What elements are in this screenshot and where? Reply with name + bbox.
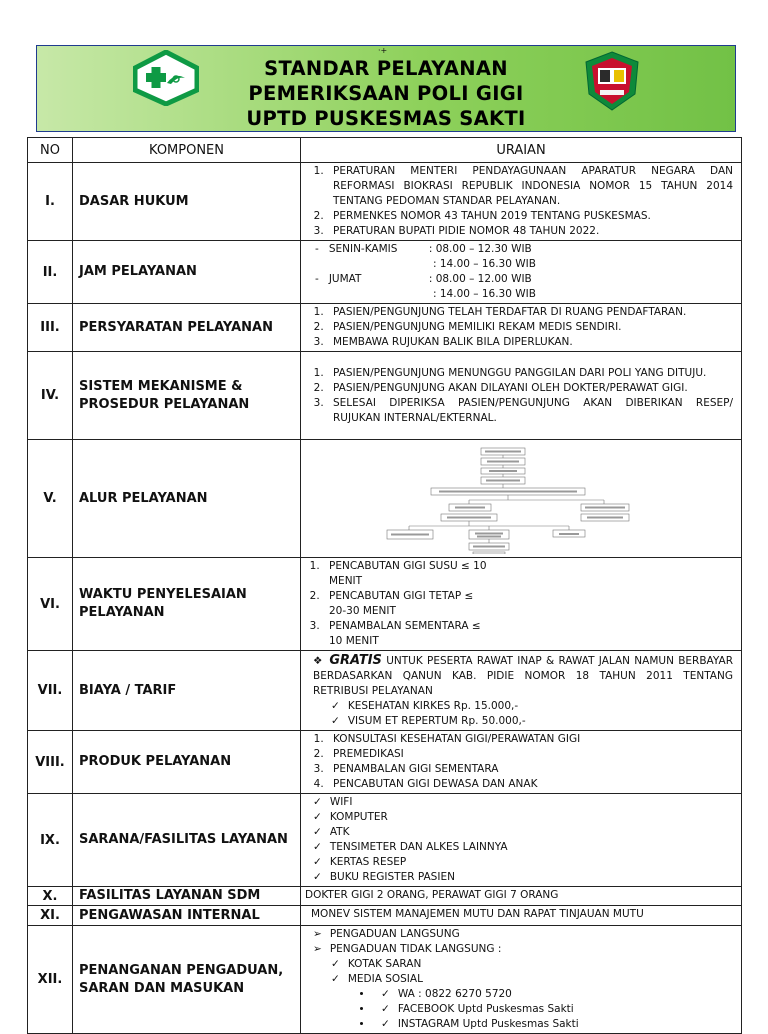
col-header-uraian: URAIAN <box>301 138 742 163</box>
schedule-time: : 14.00 – 16.30 WIB <box>433 288 536 300</box>
list-item: ✓ KESEHATAN KIRKES Rp. 15.000,- <box>327 699 733 714</box>
list-item: ✓ MEDIA SOSIAL ✓ • WA : 0822 6270 5720 ✓ • FACEBOOK Uptd Puskesmas Sakti ✓ • INSTAGRAM Uptd Puskesmas Sakti <box>327 972 733 1032</box>
list-item: 2. PENCABUTAN GIGI TETAP ≤ 20-30 MENIT <box>323 589 733 619</box>
list-item: ✓ WIFI <box>309 795 733 810</box>
row-component: FASILITAS LAYANAN SDM <box>73 887 301 906</box>
list-item: 2. PERMENKES NOMOR 43 TAHUN 2019 TENTANG PUSKESMAS. <box>327 209 733 224</box>
list-item: ✓ ATK <box>309 825 733 840</box>
row-number: I. <box>28 163 73 241</box>
list-item: ✓ KOMPUTER <box>309 810 733 825</box>
row-component: PENANGANAN PENGADUAN, SARAN DAN MASUKAN <box>73 926 301 1034</box>
table-row <box>28 887 742 906</box>
row-component: PRODUK PELAYANAN <box>73 731 301 794</box>
row-description <box>301 163 742 241</box>
table-row <box>28 794 742 887</box>
list-item: 3. SELESAI DIPERIKSA PASIEN/PENGUNJUNG AKAN DIBERIKAN RESEP/ RUJUKAN INTERNAL/EKTERNAL. <box>327 396 733 426</box>
header-mark: ·+ <box>378 46 388 55</box>
list-item: ❖ GRATIS UNTUK PESERTA RAWAT INAP & RAWAT JALAN NAMUN BERBAYAR BERDASARKAN QANUN KAB. PIDIE NOMOR 18 TAHUN 2011 TENTANG RETRIBUSI PELAYANAN ✓ KESEHATAN KIRKES Rp. 15.000,- ✓ VISUM ET REPERTUM Rp. 50.000,- <box>309 653 733 729</box>
row-description <box>301 440 742 558</box>
table-row <box>28 926 742 1034</box>
table-header-row <box>28 138 742 163</box>
row-number: IV. <box>28 352 73 440</box>
title-line-3: UPTD PUSKESMAS SAKTI <box>246 107 526 130</box>
service-flowchart-diagram <box>369 444 669 554</box>
row-component: PERSYARATAN PELAYANAN <box>73 304 301 352</box>
row-description: MONEV SISTEM MANAJEMEN MUTU DAN RAPAT TINJAUAN MUTU <box>301 906 742 926</box>
row-number: XI. <box>28 906 73 926</box>
list-item: ➢ PENGADUAN TIDAK LANGSUNG : ✓ KOTAK SARAN ✓ MEDIA SOSIAL ✓ • WA : 0822 6270 5720 ✓ • FACEBOOK Uptd Puskesmas Sakti ✓ • INSTAGRAM Uptd Puskesmas Sakti <box>309 942 733 1032</box>
table-row <box>28 651 742 731</box>
list-item: ✓ BUKU REGISTER PASIEN <box>309 870 733 885</box>
row-number: III. <box>28 304 73 352</box>
schedule-line <box>315 287 733 302</box>
list-item: 1. PASIEN/PENGUNJUNG TELAH TERDAFTAR DI RUANG PENDAFTARAN. <box>327 305 733 320</box>
row-description <box>301 651 742 731</box>
list-item: 1. PERATURAN MENTERI PENDAYAGUNAAN APARATUR NEGARA DAN REFORMASI BIOKRASI REPUBLIK INDONESIA NOMOR 15 TAHUN 2014 TENTANG PEDOMAN STANDAR PELAYANAN. <box>327 164 733 209</box>
row-number: VII. <box>28 651 73 731</box>
list-item: 2. PASIEN/PENGUNJUNG MEMILIKI REKAM MEDIS SENDIRI. <box>327 320 733 335</box>
table-row <box>28 906 742 926</box>
row-number: XII. <box>28 926 73 1034</box>
list-item: ✓ KOTAK SARAN <box>327 957 733 972</box>
row-description <box>301 352 742 440</box>
list-item: 1. PENCABUTAN GIGI SUSU ≤ 10 MENIT <box>323 559 733 589</box>
row-component: DASAR HUKUM <box>73 163 301 241</box>
list-item: 4. PENCABUTAN GIGI DEWASA DAN ANAK <box>327 777 733 792</box>
list-item: 2. PREMEDIKASI <box>327 747 733 762</box>
list-item: 1. PASIEN/PENGUNJUNG MENUNGGU PANGGILAN DARI POLI YANG DITUJU. <box>327 366 733 381</box>
row-number: V. <box>28 440 73 558</box>
row-description <box>301 794 742 887</box>
schedule-line <box>315 257 733 272</box>
list-item: ✓ • INSTAGRAM Uptd Puskesmas Sakti <box>373 1017 733 1032</box>
gratis-label: GRATIS <box>329 652 382 668</box>
table-row <box>28 241 742 304</box>
table-row <box>28 304 742 352</box>
row-component: PENGAWASAN INTERNAL <box>73 906 301 926</box>
row-component: SARANA/FASILITAS LAYANAN <box>73 794 301 887</box>
document-header <box>36 45 736 132</box>
list-item: 3. MEMBAWA RUJUKAN BALIK BILA DIPERLUKAN. <box>327 335 733 350</box>
row-description <box>301 241 742 304</box>
list-item: ✓ TENSIMETER DAN ALKES LAINNYA <box>309 840 733 855</box>
row-description <box>301 926 742 1034</box>
row-component: ALUR PELAYANAN <box>73 440 301 558</box>
row-number: X. <box>28 887 73 906</box>
schedule-day: JUMAT <box>328 273 362 285</box>
schedule-time: : 14.00 – 16.30 WIB <box>433 258 536 270</box>
row-number: VI. <box>28 558 73 651</box>
list-item: ✓ • WA : 0822 6270 5720 <box>373 987 733 1002</box>
row-number: VIII. <box>28 731 73 794</box>
service-standard-table <box>27 137 742 1034</box>
title-line-1: STANDAR PELAYANAN <box>264 57 508 80</box>
col-header-komponen: KOMPONEN <box>73 138 301 163</box>
list-item: ✓ VISUM ET REPERTUM Rp. 50.000,- <box>327 714 733 729</box>
col-header-no: NO <box>28 138 73 163</box>
schedule-line: - SENIN-KAMIS : 08.00 – 12.30 WIB <box>315 243 532 255</box>
schedule-time: : 08.00 – 12.30 WIB <box>428 243 532 255</box>
row-description <box>301 304 742 352</box>
list-item: 3. PENAMBALAN GIGI SEMENTARA <box>327 762 733 777</box>
list-item: 3. PENAMBALAN SEMENTARA ≤ 10 MENIT <box>323 619 733 649</box>
row-component: BIAYA / TARIF <box>73 651 301 731</box>
list-item: 2. PASIEN/PENGUNJUNG AKAN DILAYANI OLEH DOKTER/PERAWAT GIGI. <box>327 381 733 396</box>
table-row <box>28 558 742 651</box>
row-number: IX. <box>28 794 73 887</box>
row-description: DOKTER GIGI 2 ORANG, PERAWAT GIGI 7 ORANG <box>301 887 742 906</box>
row-number: II. <box>28 241 73 304</box>
table-row <box>28 352 742 440</box>
list-item: 1. KONSULTASI KESEHATAN GIGI/PERAWATAN GIGI <box>327 732 733 747</box>
title-line-2: PEMERIKSAAN POLI GIGI <box>248 82 524 105</box>
list-item: 3. PERATURAN BUPATI PIDIE NOMOR 48 TAHUN 2022. <box>327 224 733 239</box>
list-item: ✓ KERTAS RESEP <box>309 855 733 870</box>
row-component: SISTEM MEKANISME & PROSEDUR PELAYANAN <box>73 352 301 440</box>
row-component: JAM PELAYANAN <box>73 241 301 304</box>
list-item: ➢ PENGADUAN LANGSUNG <box>309 927 733 942</box>
schedule-day: SENIN-KAMIS <box>328 243 398 255</box>
table-row <box>28 163 742 241</box>
row-component: WAKTU PENYELESAIAN PELAYANAN <box>73 558 301 651</box>
table-row <box>28 440 742 558</box>
schedule-line: - JUMAT : 08.00 – 12.00 WIB <box>315 273 532 285</box>
pidie-regency-seal-icon <box>583 50 641 112</box>
row-description <box>301 731 742 794</box>
row-description <box>301 558 742 651</box>
schedule-time: : 08.00 – 12.00 WIB <box>428 273 532 285</box>
list-item: ✓ • FACEBOOK Uptd Puskesmas Sakti <box>373 1002 733 1017</box>
table-row <box>28 731 742 794</box>
